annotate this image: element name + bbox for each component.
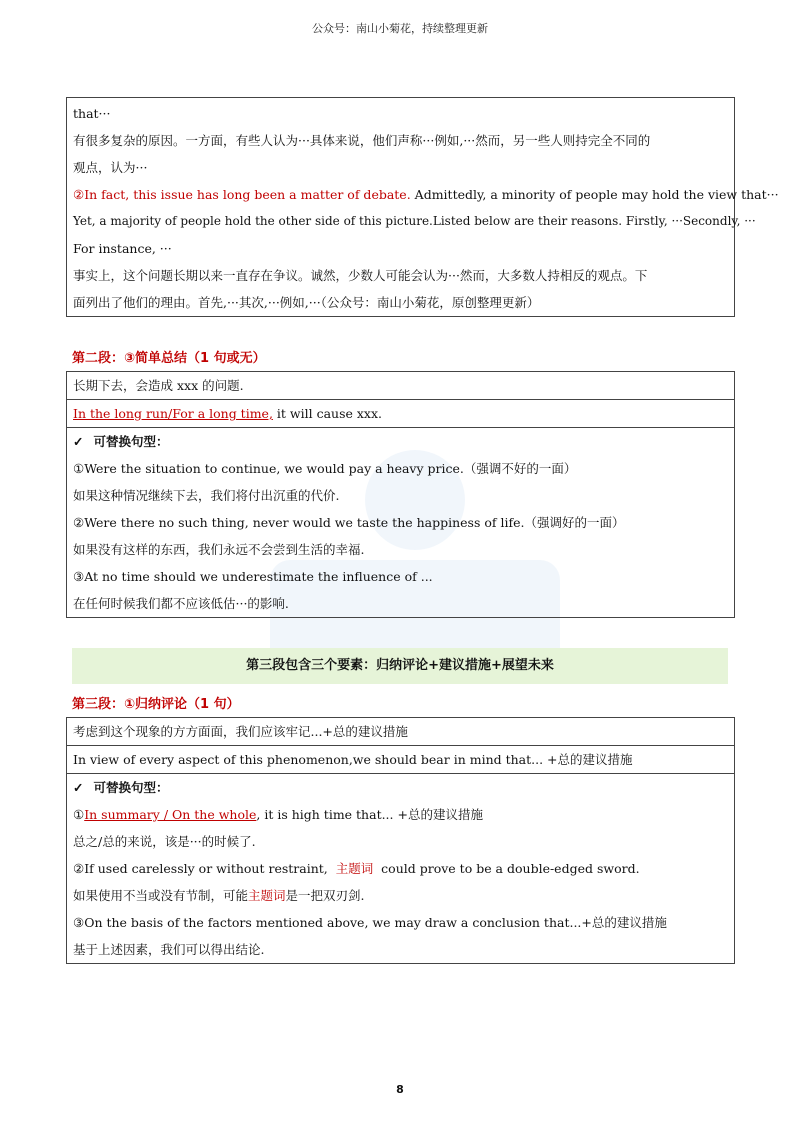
table-row: 长期下去，会造成 xxx 的问题.: [67, 372, 734, 400]
section-3-table: [66, 717, 735, 964]
highlight-text: In the long run/For a long time,: [73, 406, 273, 421]
highlight-text: 主题词: [248, 888, 286, 903]
section-banner: 第三段包含三个要素：归纳评论+建议措施+展望未来: [72, 648, 728, 684]
text-line: 总之/总的来说，该是···的时候了.: [73, 834, 256, 849]
text-line: ①In summary / On the whole, it is high time that... +总的建议措施: [73, 807, 483, 822]
text-line: ③At no time should we underestimate the influence of ...: [73, 569, 433, 584]
text-line: For instance, ···: [73, 241, 172, 256]
text-line: 有很多复杂的原因。一方面，有些人认为···具体来说，他们声称···例如,···然而，另一些人则持完全不同的: [73, 133, 651, 148]
table-row: [67, 774, 734, 963]
highlight-text: 主题词: [335, 861, 374, 876]
table-row: 考虑到这个现象的方方面面，我们应该牢记...+总的建议措施: [67, 718, 734, 746]
section-2-title: 第二段：③简单总结（1 句或无）: [72, 351, 266, 366]
table-row: [67, 428, 734, 617]
text-line: 如果使用不当或没有节制，可能主题词是一把双刃剑.: [73, 888, 365, 903]
highlight-text: ②In fact, this issue has long been a matter of debate.: [73, 187, 411, 202]
table-row: In the long run/For a long time, it will cause xxx.: [67, 400, 734, 428]
section-3-title: 第三段：①归纳评论（1 句）: [72, 697, 240, 712]
text-line: ②In fact, this issue has long been a matter of debate. Admittedly, a minority of people may hold the view that···: [73, 187, 779, 202]
text-line: 面列出了他们的理由。首先,···其次,···例如,···（公众号：南山小菊花，原创整理更新）: [73, 295, 540, 310]
alt-label: 可替换句型：: [93, 434, 169, 449]
text-line: 在任何时候我们都不应该低估···的影响.: [73, 596, 289, 611]
text-line: ②If used carelessly or without restraint, 主题词 could prove to be a double-edged sword.: [73, 861, 640, 876]
highlight-text: In summary / On the whole: [84, 807, 257, 822]
alt-label: 可替换句型：: [93, 780, 169, 795]
text-line: ②Were there no such thing, never would we taste the happiness of life.（强调好的一面）: [73, 515, 625, 530]
checkmark-icon: ✓: [73, 434, 84, 449]
text-line: 如果没有这样的东西，我们永远不会尝到生活的幸福.: [73, 542, 365, 557]
text-line: ③On the basis of the factors mentioned above, we may draw a conclusion that...+总的建议措施: [73, 915, 667, 930]
text-line: Yet, a majority of people hold the other side of this picture.Listed below are their reasons. Firstly, ···Secondly, ···: [73, 214, 756, 228]
text-line: 观点，认为···: [73, 160, 148, 175]
paragraph-box-1: [66, 97, 779, 317]
page-header: 公众号：南山小菊花，持续整理更新: [312, 22, 488, 35]
text-line: 事实上，这个问题长期以来一直存在争议。诚然，少数人可能会认为···然而，大多数人持相反的观点。下: [73, 268, 648, 283]
page-number: 8: [396, 1083, 404, 1096]
table-row: In view of every aspect of this phenomenon,we should bear in mind that... +总的建议措施: [67, 746, 734, 774]
text-line: 如果这种情况继续下去，我们将付出沉重的代价.: [73, 488, 340, 503]
text-line: that···: [73, 106, 111, 121]
text-line: 基于上述因素，我们可以得出结论.: [73, 942, 265, 957]
text-line: ①Were the situation to continue, we would pay a heavy price.（强调不好的一面）: [73, 461, 577, 476]
section-2-table: [66, 371, 735, 618]
checkmark-icon: ✓: [73, 780, 84, 795]
